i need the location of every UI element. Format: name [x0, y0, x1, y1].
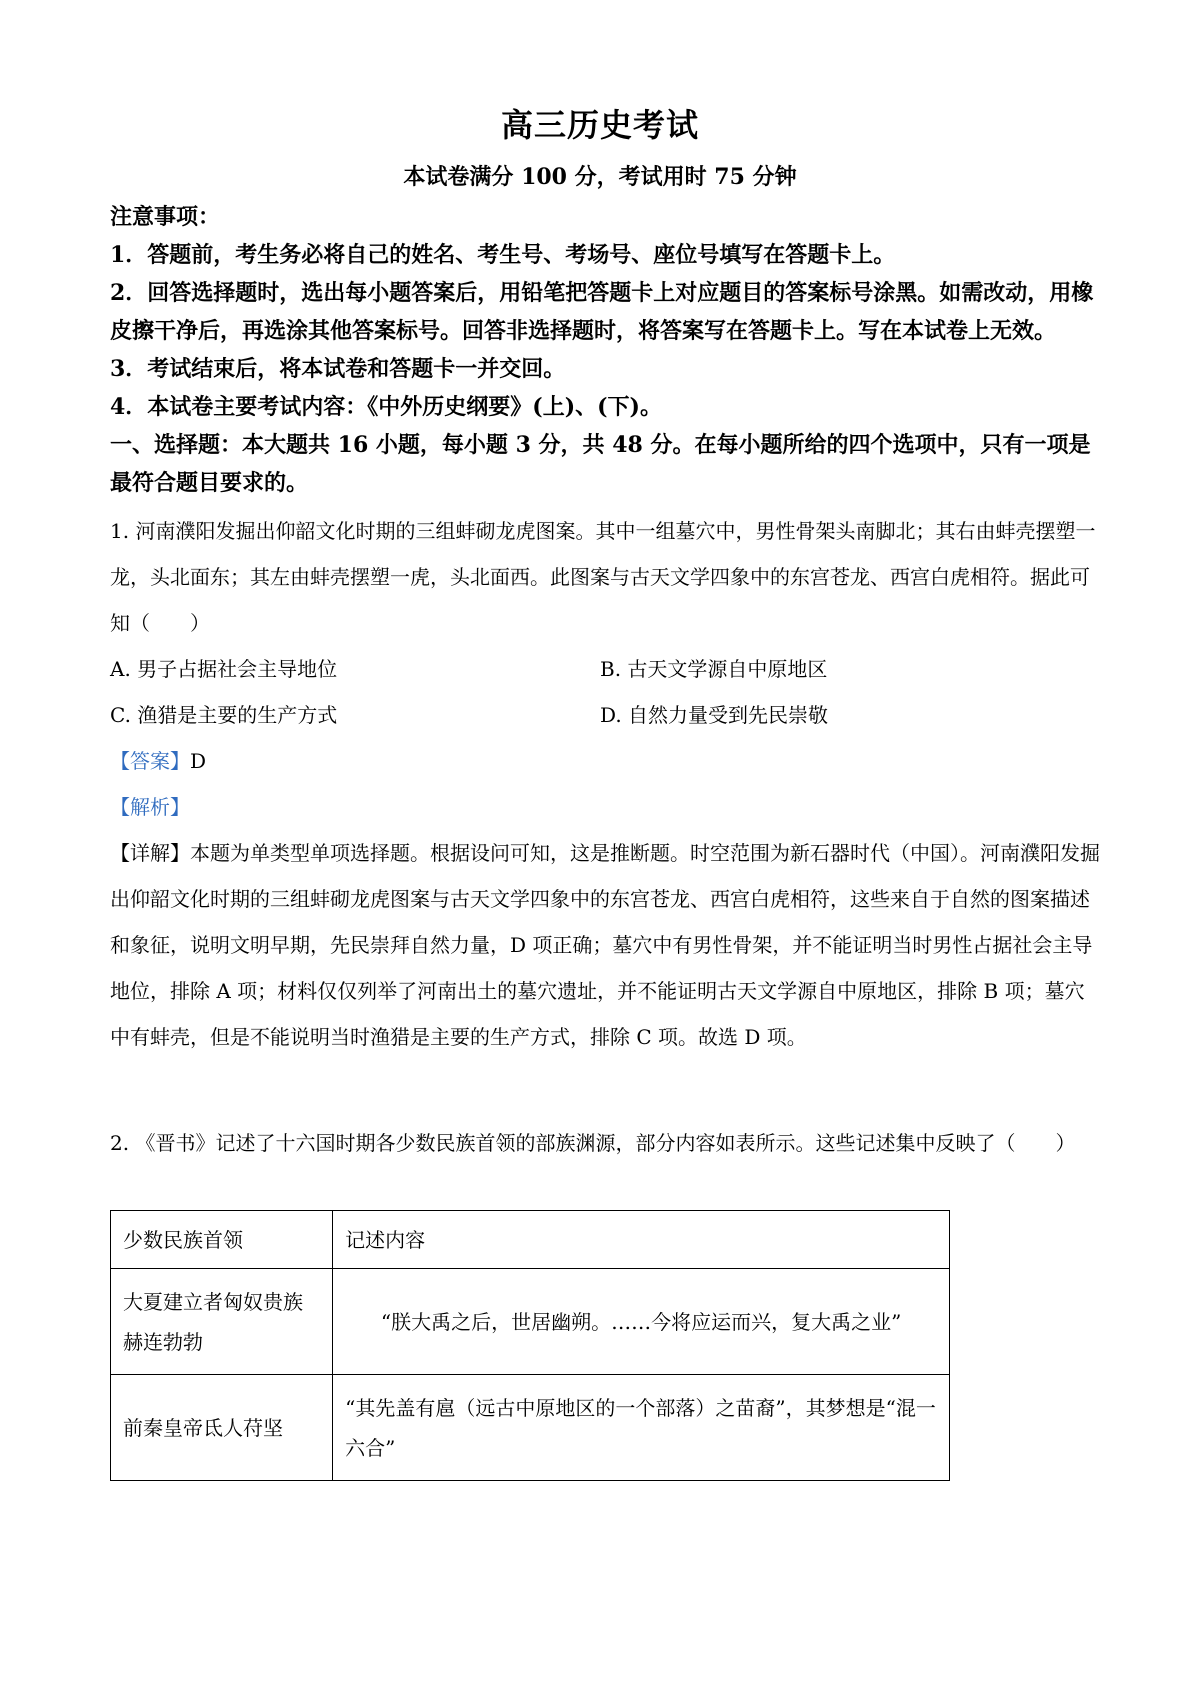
table-row	[111, 1269, 950, 1375]
answer-value: D	[190, 749, 207, 773]
question-2-table	[110, 1210, 950, 1481]
question-1-options	[110, 646, 1100, 738]
notice-item-1: 1．答题前，考生务必将自己的姓名、考生号、考场号、座位号填写在答题卡上。	[110, 242, 896, 268]
option-b: B. 古天文学源自中原地区	[600, 657, 828, 681]
option-a: A. 男子占据社会主导地位	[110, 657, 338, 681]
question-2-stem: 2. 《晋书》记述了十六国时期各少数民族首领的部族渊源，部分内容如表所示。这些记述集中反映了（ ）	[110, 1131, 1076, 1155]
question-1-stem: 1. 河南濮阳发掘出仰韶文化时期的三组蚌砌龙虎图案。其中一组墓穴中，男性骨架头南脚北；其右由蚌壳摆塑一龙，头北面东；其左由蚌壳摆塑一虎，头北面西。此图案与古天文学四象中的东宫苍龙、西宫白虎相符。据此可知（ ）	[110, 519, 1096, 635]
page-title: 高三历史考试	[500, 106, 699, 144]
analysis-label: 【解析】	[110, 795, 190, 819]
notice-item-3: 3．考试结束后，将本试卷和答题卡一并交回。	[110, 356, 566, 382]
notice-heading: 注意事项：	[110, 204, 221, 230]
notice-item-2: 2．回答选择题时，选出每小题答案后，用铅笔把答题卡上对应题目的答案标号涂黑。如需改动，用橡皮擦干净后，再选涂其他答案标号。回答非选择题时，将答案写在答题卡上。写在本试卷上无效。	[110, 280, 1094, 344]
question-2	[110, 1120, 1100, 1166]
notice-item-4: 4．本试卷主要考试内容：《中外历史纲要》(上)、(下)。	[110, 394, 662, 420]
table-row	[111, 1375, 950, 1481]
table-header-cell: 少数民族首领	[111, 1211, 333, 1269]
detail-text: 【详解】本题为单类型单项选择题。根据设问可知，这是推断题。时空范围为新石器时代（中国）。河南濮阳发掘出仰韶文化时期的三组蚌砌龙虎图案与古天文学四象中的东宫苍龙、西宫白虎相符，这些来自于自然的图案描述和象征，说明文明早期，先民崇拜自然力量，D 项正确；墓穴中有男性骨架，并不能证明当时男性占据社会主导地位，排除 A 项；材料仅仅列举了河南出土的墓穴遗址，并不能证明古天文学源自中原地区，排除 B 项；墓穴中有蚌壳，但是不能说明当时渔猎是主要的生产方式，排除 C 项。故选 D 项。	[110, 841, 1100, 1049]
notice-section	[110, 198, 1095, 502]
answer-label: 【答案】	[110, 749, 190, 773]
question-1	[110, 508, 1100, 1060]
table-cell: “朕大禹之后，世居幽朔。……今将应运而兴，复大禹之业”	[333, 1269, 950, 1375]
table-header-cell: 记述内容	[333, 1211, 950, 1269]
table-cell: 大夏建立者匈奴贵族赫连勃勃	[111, 1269, 333, 1375]
option-d: D. 自然力量受到先民崇敬	[600, 703, 829, 727]
table-cell: 前秦皇帝氐人苻坚	[111, 1375, 333, 1481]
option-c: C. 渔猎是主要的生产方式	[110, 703, 338, 727]
section-heading: 一、选择题：本大题共 16 小题，每小题 3 分，共 48 分。在每小题所给的四个选项中，只有一项是最符合题目要求的。	[110, 432, 1091, 496]
page-subtitle: 本试卷满分 100 分，考试用时 75 分钟	[403, 164, 797, 190]
table-header-row	[111, 1211, 950, 1269]
answer-line	[110, 738, 1100, 784]
table-cell: “其先盖有扈（远古中原地区的一个部落）之苗裔”，其梦想是“混一六合”	[333, 1375, 950, 1481]
